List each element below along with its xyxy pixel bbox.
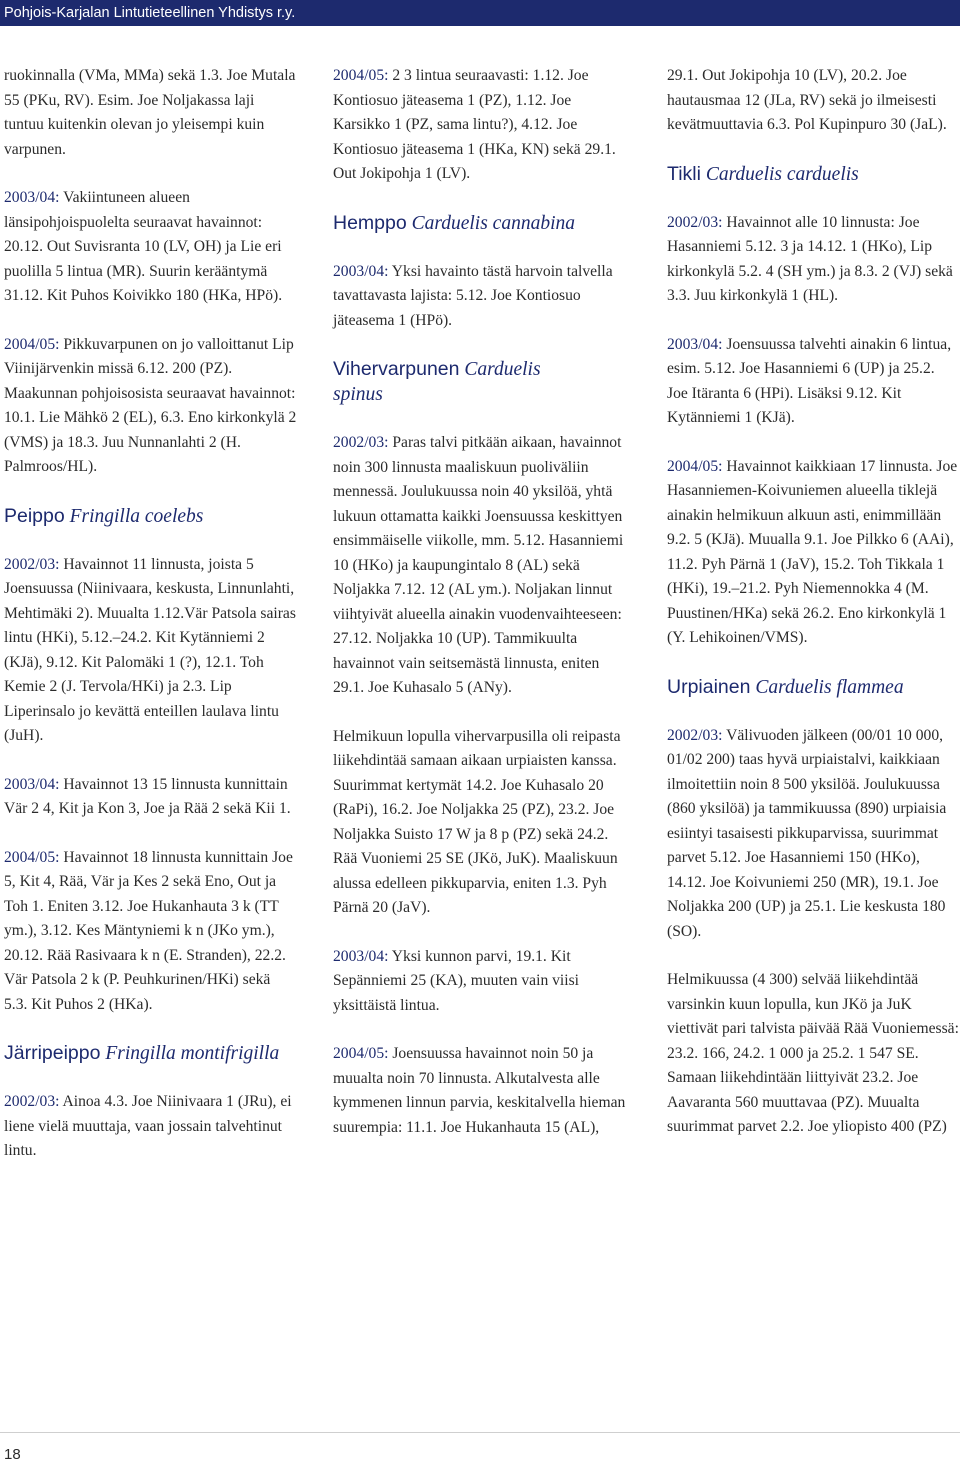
paragraph: 2004/05: Pikkuvarpunen on jo valloittanut Lip Viinijärvenkin missä 6.12. 200 (PZ). Maakunnan pohjoisosista seuraavat havainnot: 10.1. Lie Mähkö 2 (EL), 6.3. Eno kirkonkylä 2 (VMS) ja 18.3. Juu Nunnanlahti 2 (H. Palmroos/HL). [4, 335, 297, 475]
period-label: 2004/05: [4, 335, 60, 353]
species-heading: Hemppo Carduelis cannabina [333, 211, 575, 234]
paragraph: 2002/03: Havainnot 11 linnusta, joista 5 Joensuussa (Niinivaara, keskusta, Linnunlahti, Mehtimäki 2). Muualta 1.12.Vär Patsola sairas lintu (HKi), 5.12.–24.2. Kit Kytänniemi 2 (KJä), 9.12. Kit Palomäki 1 (?), 12.1. Toh Kemie 2 (J. Tervola/HKi) ja 2.3. Lip Liperinsalo jo kevättä enteillen laulava lintu (JuH). [4, 555, 296, 744]
paragraph: Helmikuussa (4 300) selvää liikehdintää varsinkin kuun lopulla, kun JKö ja JuK viettivät pari talvista päivää Rää Vuoniemessä: 23.2. 166, 24.2. 1 000 ja 25.2. 1 547 SE. Samaan liikehdintään liittyivät 23.2. Joe Aavaranta 560 muuttavaa (PZ). Muualta suurimmat parvet 2.2. Joe yliopisto 400 (PZ) [667, 971, 959, 1135]
paragraph: 2002/03: Välivuoden jälkeen (00/01 10 000, 01/02 200) taas hyvä urpiaistalvi, kaikkiaan ilmoitettiin noin 8 500 yksilöä. Joulukuussa (860 yksilöä) ja tammikuussa (890) urpiaisia esiintyi tasaisesti pikkuparvissa, suurimmat parvet 5.12. Joe Hasanniemi 150 (HKo), 14.12. Joe Koivuniemi 250 (MR), 19.1. Joe Noljakka 200 (UP) ja 25.1. Lie keskusta 180 (SO). [667, 726, 947, 940]
period-label: 2003/04: [4, 189, 60, 206]
paragraph: 2004/05: Joensuussa havainnot noin 50 ja muualta noin 70 linnusta. Alkutalvesta alle kymmenen linnun parvia, keskitalvella hieman suurempia: 11.1. Joe Hukanhauta 15 (AL), [333, 1045, 626, 1136]
paragraph: 2002/03: Ainoa 4.3. Joe Niinivaara 1 (JRu), ei liene vielä muuttaja, vaan jossain talvehtinut lintu. [4, 1093, 292, 1159]
paragraph: ruokinnalla (VMa, MMa) sekä 1.3. Joe Mutala 55 (PKu, RV). Esim. Joe Noljakassa laji tuntuu kuitenkin olevan jo yleisempi kuin varpunen. [4, 67, 296, 158]
period-label: 2002/03: [333, 434, 389, 451]
period-label: 2002/03: [667, 726, 723, 744]
column-2 [333, 64, 630, 1164]
period-label: 2003/04: [4, 775, 60, 793]
paragraph: 2002/03: Havainnot alle 10 linnusta: Joe Hasanniemi 5.12. 3 ja 14.12. 1 (HKo), Lip kirkonkylä 5.2. 4 (SH ym.) ja 8.3. 2 (VJ) sekä 3.3. Juu kirkonkylä 1 (HL). [667, 213, 953, 304]
species-heading: Peippo Fringilla coelebs [4, 504, 204, 527]
paragraph: 29.1. Out Jokipohja 10 (LV), 20.2. Joe hautausmaa 12 (JLa, RV) sekä jo ilmeisesti kevätmuuttavia 6.3. Pol Kupinpuro 30 (JaL). [667, 67, 947, 133]
species-heading: Järripeippo Fringilla montifrigilla [4, 1042, 280, 1064]
period-label: 2004/05: [4, 848, 60, 866]
page-number: 18 [4, 1446, 21, 1463]
paragraph: 2003/04: Vakiintuneen alueen länsipohjoispuolelta seuraavat havainnot: 20.12. Out Suvisranta 10 (LV, OH) ja Lie eri puolilla 5 lintua (MR). Suurin kerääntymä 31.12. Kit Puhos Koivikko 180 (HKa, HPö). [4, 189, 283, 304]
paragraph: 2002/03: Paras talvi pitkään aikaan, havainnot noin 300 linnusta maaliskuun puoliväliin mennessä. Joulukuussa noin 40 yksilöä, yhtä lukuun ottamatta kaikki Joensuussa keskittyen ensimmäiselle viikolle, mm. 5.12. Hasanniemi 10 (HKo) ja kaupungintalo 8 (AL) sekä Noljakka 7.12. 12 (AL ym.). Noljakan linnut viihtyivät alueella ainakin vuodenvaihteeseen: 27.12. Noljakka 10 (UP). Tammikuulta havainnot vain seitsemästä linnusta, eniten 29.1. Joe Kuhasalo 5 (ANy). [333, 434, 624, 696]
period-label: 2002/03: [4, 555, 60, 573]
period-label: 2003/04: [667, 335, 723, 353]
period-label: 2002/03: [667, 213, 723, 231]
paragraph: 2004/05: 2 3 lintua seuraavasti: 1.12. Joe Kontiosuo jäteasema 1 (PZ), 1.12. Joe Karsikko 1 (PZ, sama lintu?), 4.12. Joe Kontiosuo jäteasema 1 (HKa, KN) sekä 29.1. Out Jokipohja 1 (LV). [333, 67, 616, 182]
paragraph: Helmikuun lopulla vihervarpusilla oli reipasta liikehdintää samaan aikaan urpiaisten kanssa. Suurimmat kertymät 14.2. Joe Kuhasalo 20 (RaPi), 16.2. Joe Noljakka 25 (PZ), 23.2. Joe Noljakka Suisto 17 W ja 8 p (PZ) sekä 24.2. Rää Vuoniemi 25 SE (JKö, JuK). Maaliskuun alussa edelleen pikkuparvia, eniten 1.3. Pyh Pärnä 20 (JaV). [333, 727, 621, 916]
species-heading: Vihervarpunen Carduelis spinus [333, 358, 541, 405]
period-label: 2004/05: [333, 1045, 389, 1062]
column-3 [667, 64, 959, 1164]
header-title: Pohjois-Karjalan Lintutieteellinen Yhdistys r.y. [4, 5, 296, 21]
paragraph: 2004/05: Havainnot 18 linnusta kunnittain Joe 5, Kit 4, Rää, Vär ja Kes 2 sekä Eno, Out ja Toh 1. Eniten 3.12. Joe Hukanhauta 3 k (TT ym.), 3.12. Kes Mäntyniemi k n (JKo ym.), 20.12. Rää Rasivaara k n (E. Stranden), 22.2. Vär Patsola 2 k (P. Peuhkurinen/HKi) sekä 5.3. Kit Puhos 2 (HKa). [4, 848, 293, 1013]
paragraph: 2003/04: Joensuussa talvehti ainakin 6 lintua, esim. 5.12. Joe Hasanniemi 6 (UP) ja 25.2. Joe Itäranta 6 (HPi). Lisäksi 9.12. Kit Kytänniemi 1 (KJä). [667, 335, 952, 426]
page-header [0, 0, 960, 26]
period-label: 2003/04: [333, 262, 389, 280]
paragraph: 2003/04: Havainnot 13 15 linnusta kunnittain Vär 2 4, Kit ja Kon 3, Joe ja Rää 2 sekä Kii 1. [4, 775, 291, 817]
species-heading: Urpiainen Carduelis flammea [667, 675, 904, 698]
paragraph: 2003/04: Yksi kunnon parvi, 19.1. Kit Sepänniemi 25 (KA), muuten vain viisi yksittäistä lintua. [333, 947, 579, 1014]
paragraph: 2003/04: Yksi havainto tästä harvoin talvella tavattavasta lajista: 5.12. Joe Kontiosuo jäteasema 1 (HPö). [333, 262, 613, 329]
period-label: 2004/05: [667, 457, 723, 475]
footer-rule [0, 1432, 960, 1433]
period-label: 2002/03: [4, 1093, 60, 1110]
column-1 [4, 64, 297, 1188]
species-heading: Tikli Carduelis carduelis [667, 162, 859, 185]
period-label: 2004/05: [333, 67, 389, 84]
period-label: 2003/04: [333, 947, 389, 965]
paragraph: 2004/05: Havainnot kaikkiaan 17 linnusta. Joe Hasanniemen-Koivuniemen alueella tiklejä ainakin helmikuun alkuun asti, enimmillään 9.2. 5 (KJä). Muualla 9.1. Joe Pilkko 6 (AAi), 11.2. Pyh Pärnä 1 (JaV), 15.2. Toh Tikkala 1 (HKi), 19.–21.2. Pyh Niemennokka 4 (M. Puustinen/HKa) sekä 26.2. Eno kirkonkylä 1 (Y. Lehikoinen/VMS). [667, 457, 958, 646]
